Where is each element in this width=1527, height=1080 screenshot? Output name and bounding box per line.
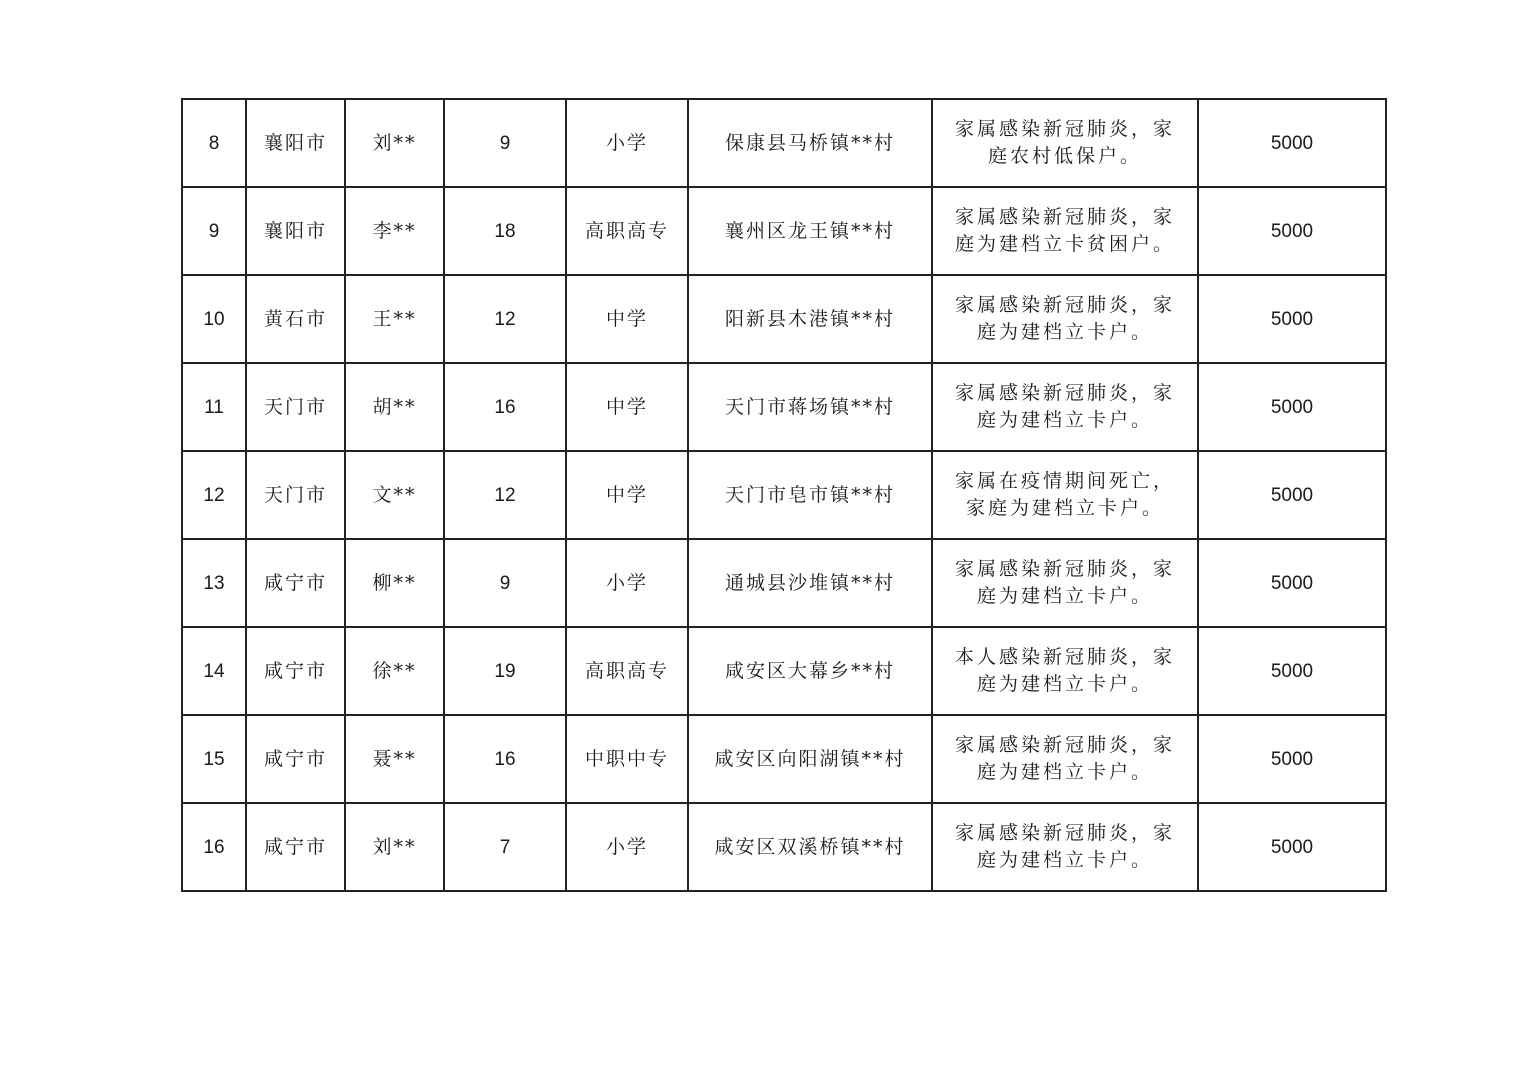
cell-reason xyxy=(932,539,1198,627)
cell-address: 襄州区龙王镇**村 xyxy=(688,187,932,275)
cell-number: 12 xyxy=(182,451,246,539)
cell-city: 襄阳市 xyxy=(246,187,345,275)
cell-education: 高职高专 xyxy=(566,627,688,715)
reason-text: 家属感染新冠肺炎，家庭为建档立卡户。 xyxy=(954,734,1175,783)
cell-amount: 5000 xyxy=(1198,803,1386,891)
cell-age: 9 xyxy=(444,99,566,187)
table-row xyxy=(182,715,1386,803)
cell-education: 中职中专 xyxy=(566,715,688,803)
cell-number: 11 xyxy=(182,363,246,451)
cell-number: 8 xyxy=(182,99,246,187)
table-row xyxy=(182,275,1386,363)
cell-amount: 5000 xyxy=(1198,451,1386,539)
reason-text: 家属感染新冠肺炎，家庭为建档立卡户。 xyxy=(954,294,1175,343)
student-aid-table xyxy=(181,98,1387,892)
cell-city: 咸宁市 xyxy=(246,539,345,627)
cell-name: 李** xyxy=(345,187,444,275)
cell-amount: 5000 xyxy=(1198,715,1386,803)
cell-amount: 5000 xyxy=(1198,99,1386,187)
cell-number: 13 xyxy=(182,539,246,627)
table-row xyxy=(182,451,1386,539)
cell-amount: 5000 xyxy=(1198,539,1386,627)
cell-reason xyxy=(932,803,1198,891)
cell-age: 12 xyxy=(444,451,566,539)
cell-city: 咸宁市 xyxy=(246,627,345,715)
cell-number: 10 xyxy=(182,275,246,363)
cell-reason xyxy=(932,715,1198,803)
table-row xyxy=(182,363,1386,451)
cell-amount: 5000 xyxy=(1198,275,1386,363)
cell-address: 咸安区双溪桥镇**村 xyxy=(688,803,932,891)
cell-amount: 5000 xyxy=(1198,627,1386,715)
cell-reason xyxy=(932,363,1198,451)
cell-name: 柳** xyxy=(345,539,444,627)
reason-text: 家属感染新冠肺炎，家庭为建档立卡户。 xyxy=(954,382,1175,431)
cell-reason xyxy=(932,99,1198,187)
cell-age: 18 xyxy=(444,187,566,275)
cell-name: 文** xyxy=(345,451,444,539)
cell-name: 王** xyxy=(345,275,444,363)
cell-age: 7 xyxy=(444,803,566,891)
cell-name: 刘** xyxy=(345,803,444,891)
cell-reason xyxy=(932,451,1198,539)
cell-city: 咸宁市 xyxy=(246,803,345,891)
cell-education: 小学 xyxy=(566,99,688,187)
cell-name: 刘** xyxy=(345,99,444,187)
table-row xyxy=(182,539,1386,627)
cell-number: 14 xyxy=(182,627,246,715)
cell-address: 天门市皂市镇**村 xyxy=(688,451,932,539)
cell-name: 胡** xyxy=(345,363,444,451)
cell-address: 天门市蒋场镇**村 xyxy=(688,363,932,451)
reason-text: 家属在疫情期间死亡，家庭为建档立卡户。 xyxy=(954,470,1175,519)
cell-education: 中学 xyxy=(566,363,688,451)
cell-age: 16 xyxy=(444,363,566,451)
cell-age: 16 xyxy=(444,715,566,803)
cell-education: 高职高专 xyxy=(566,187,688,275)
cell-city: 襄阳市 xyxy=(246,99,345,187)
cell-name: 聂** xyxy=(345,715,444,803)
cell-reason xyxy=(932,627,1198,715)
table-row xyxy=(182,99,1386,187)
cell-number: 15 xyxy=(182,715,246,803)
cell-address: 通城县沙堆镇**村 xyxy=(688,539,932,627)
reason-text: 家属感染新冠肺炎，家庭为建档立卡贫困户。 xyxy=(954,206,1175,255)
cell-age: 9 xyxy=(444,539,566,627)
reason-text: 家属感染新冠肺炎，家庭农村低保户。 xyxy=(954,118,1175,167)
cell-education: 小学 xyxy=(566,539,688,627)
cell-city: 天门市 xyxy=(246,451,345,539)
cell-amount: 5000 xyxy=(1198,187,1386,275)
reason-text: 本人感染新冠肺炎，家庭为建档立卡户。 xyxy=(954,646,1175,695)
cell-education: 中学 xyxy=(566,275,688,363)
cell-reason xyxy=(932,187,1198,275)
cell-amount: 5000 xyxy=(1198,363,1386,451)
cell-address: 咸安区向阳湖镇**村 xyxy=(688,715,932,803)
table-body xyxy=(182,99,1386,891)
cell-city: 天门市 xyxy=(246,363,345,451)
cell-education: 小学 xyxy=(566,803,688,891)
cell-age: 19 xyxy=(444,627,566,715)
reason-text: 家属感染新冠肺炎，家庭为建档立卡户。 xyxy=(954,822,1175,871)
cell-name: 徐** xyxy=(345,627,444,715)
cell-number: 16 xyxy=(182,803,246,891)
cell-reason xyxy=(932,275,1198,363)
cell-education: 中学 xyxy=(566,451,688,539)
cell-age: 12 xyxy=(444,275,566,363)
table-row xyxy=(182,803,1386,891)
cell-city: 咸宁市 xyxy=(246,715,345,803)
cell-number: 9 xyxy=(182,187,246,275)
table-row xyxy=(182,187,1386,275)
cell-city: 黄石市 xyxy=(246,275,345,363)
cell-address: 阳新县木港镇**村 xyxy=(688,275,932,363)
reason-text: 家属感染新冠肺炎，家庭为建档立卡户。 xyxy=(954,558,1175,607)
table-row xyxy=(182,627,1386,715)
cell-address: 保康县马桥镇**村 xyxy=(688,99,932,187)
cell-address: 咸安区大幕乡**村 xyxy=(688,627,932,715)
